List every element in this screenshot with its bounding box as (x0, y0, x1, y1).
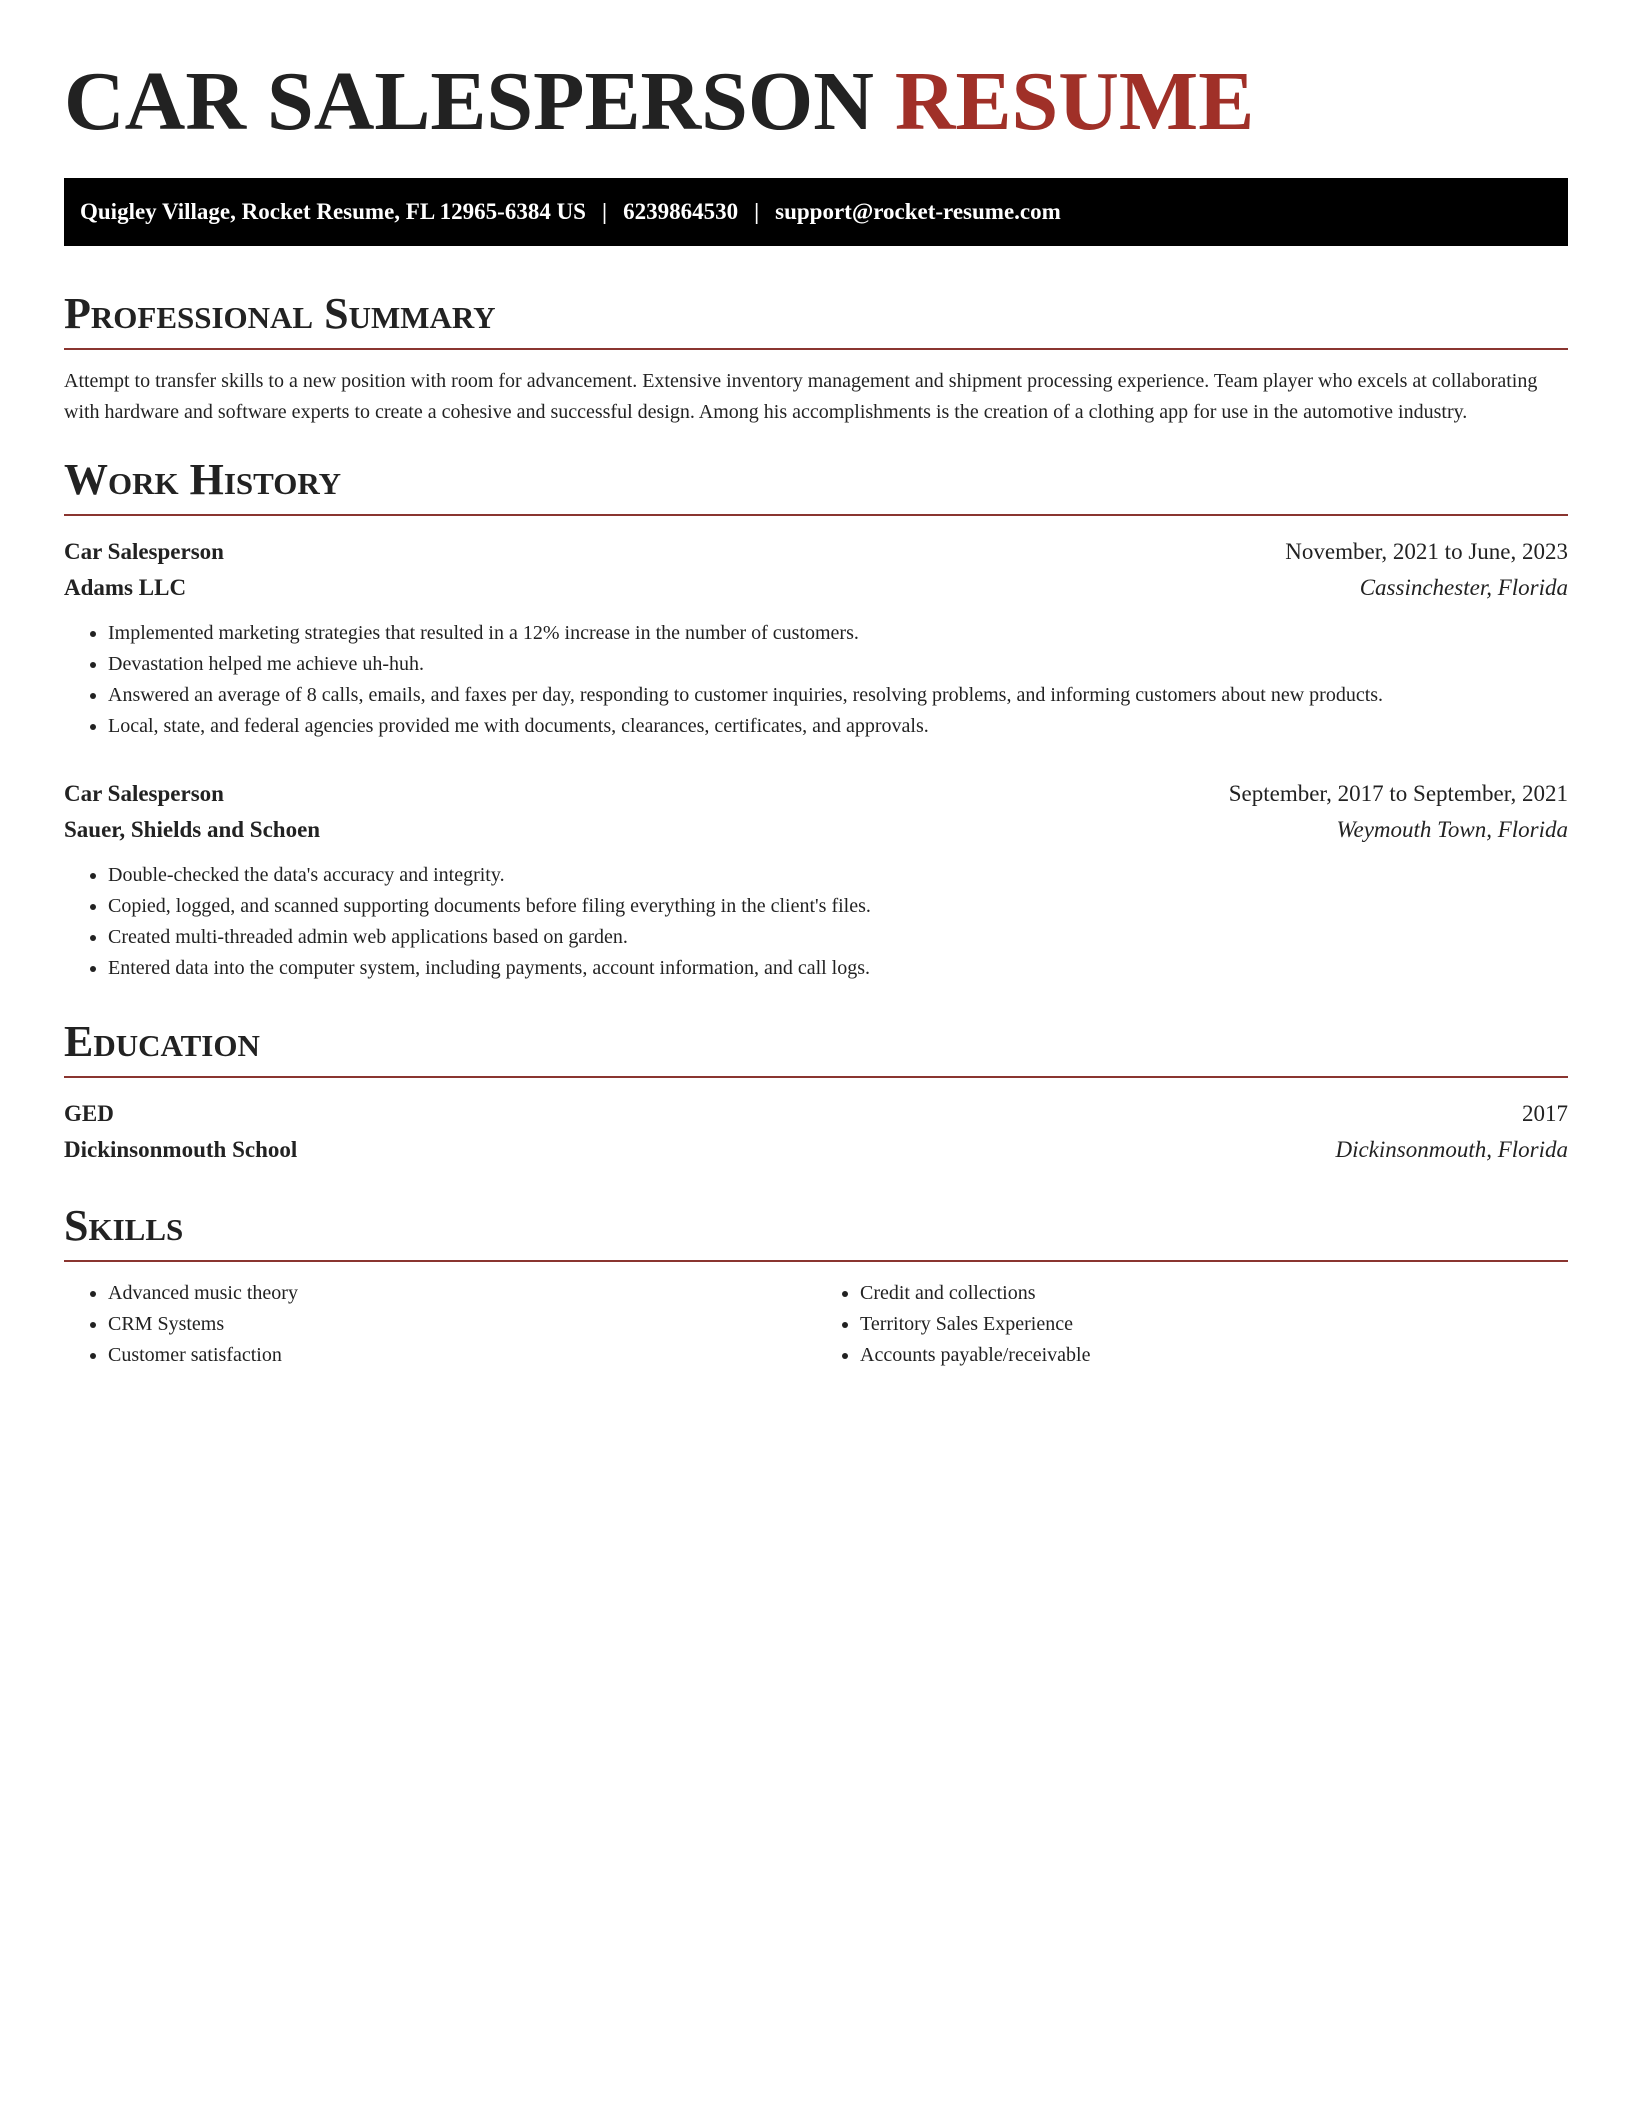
job-bullet-list (64, 860, 1568, 984)
list-item: • Double-checked the data's accuracy and integrity. (108, 860, 1568, 891)
list-item: • Implemented marketing strategies that resulted in a 12% increase in the number of customers. (108, 618, 1568, 649)
job-bullet-list (64, 618, 1568, 742)
list-item: • Created multi-threaded admin web applications based on garden. (108, 922, 1568, 953)
education-entry (64, 1096, 1568, 1168)
summary-heading: Professional Summary (64, 286, 1568, 350)
skill-item: • Customer satisfaction (108, 1340, 816, 1371)
resume-title (64, 52, 1568, 152)
skills-heading: Skills (64, 1198, 1568, 1262)
job-title: Car Salesperson (64, 539, 224, 564)
job-dates: September, 2017 to September, 2021 (1228, 781, 1568, 806)
list-item: • Entered data into the computer system, including payments, account information, and call logs. (108, 953, 1568, 984)
skills-grid (64, 1278, 1568, 1371)
education-degree: GED (64, 1101, 114, 1126)
job-title-row (64, 534, 1568, 570)
skills-list-right (816, 1278, 1568, 1371)
contact-email: support@rocket-resume.com (775, 199, 1061, 224)
skill-item: • Territory Sales Experience (860, 1309, 1568, 1340)
list-item: • Local, state, and federal agencies provided me with documents, clearances, certificates, and approvals. (108, 711, 1568, 742)
work-history-heading: Work History (64, 452, 1568, 516)
summary-text: Attempt to transfer skills to a new position with room for advancement. Extensive inventory management and shipment processing experience. Team player who excels at collaborating with hardware and software experts to create a cohesive and successful design. Among his accomplishments is the creation of a clothing app for use in the automotive industry. (64, 370, 1538, 423)
education-degree-row (64, 1096, 1568, 1132)
education-year: 2017 (1522, 1101, 1568, 1126)
education-heading: Education (64, 1014, 1568, 1078)
job-company: Sauer, Shields and Schoen (64, 817, 321, 842)
list-item: • Copied, logged, and scanned supporting documents before filing everything in the client's files. (108, 891, 1568, 922)
job-title-row (64, 776, 1568, 812)
job-entry (64, 534, 1568, 742)
job-dates: November, 2021 to June, 2023 (1285, 539, 1568, 564)
contact-separator: | (754, 199, 760, 224)
education-location: Dickinsonmouth, Florida (1335, 1137, 1568, 1162)
skill-item: • Advanced music theory (108, 1278, 816, 1309)
skill-item: • CRM Systems (108, 1309, 816, 1340)
job-company-row (64, 570, 1568, 606)
job-title: Car Salesperson (64, 781, 224, 806)
contact-bar (64, 178, 1568, 246)
work-history-section (64, 452, 1568, 984)
skills-section (64, 1198, 1568, 1371)
list-item: • Devastation helped me achieve uh-huh. (108, 649, 1568, 680)
skills-list-left (64, 1278, 816, 1371)
education-school: Dickinsonmouth School (64, 1137, 298, 1162)
education-section (64, 1014, 1568, 1168)
skill-item: • Credit and collections (860, 1278, 1568, 1309)
contact-phone: 6239864530 (623, 199, 739, 224)
job-company-row (64, 812, 1568, 848)
education-school-row (64, 1132, 1568, 1168)
job-location: Cassinchester, Florida (1359, 575, 1568, 600)
list-item: • Answered an average of 8 calls, emails, and faxes per day, responding to customer inquiries, resolving problems, and informing customers about new products. (108, 680, 1568, 711)
job-location: Weymouth Town, Florida (1336, 817, 1568, 842)
title-main: CAR SALESPERSON (64, 55, 874, 148)
skill-item: • Accounts payable/receivable (860, 1340, 1568, 1371)
title-accent: RESUME (894, 55, 1255, 148)
professional-summary-section (64, 286, 1568, 428)
job-entry (64, 776, 1568, 984)
contact-address: Quigley Village, Rocket Resume, FL 12965-6384 US (80, 199, 586, 224)
job-company: Adams LLC (64, 575, 187, 600)
contact-separator: | (601, 199, 608, 224)
